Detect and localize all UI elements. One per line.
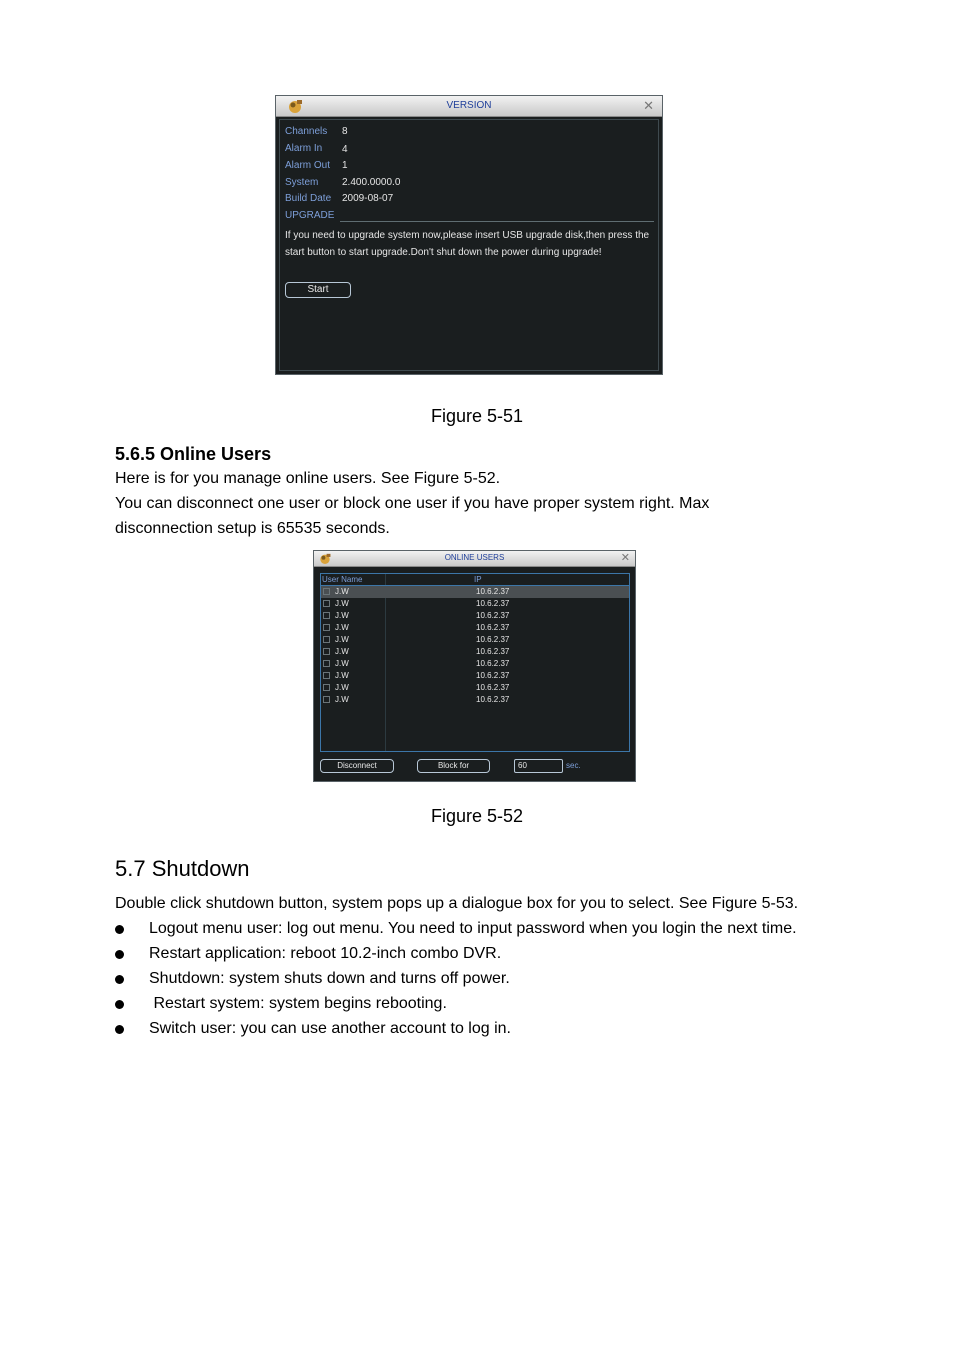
build-date-label: Build Date — [285, 193, 332, 204]
block-for-button[interactable]: Block for — [417, 759, 490, 773]
table-row[interactable] — [321, 622, 629, 634]
user-ip: 10.6.2.37 — [476, 659, 510, 668]
row-checkbox[interactable] — [323, 624, 330, 631]
alarm-in-label: Alarm In — [285, 143, 323, 154]
close-icon[interactable]: ✕ — [643, 98, 654, 113]
version-dialog — [275, 95, 663, 375]
paragraph-online-users-1: Here is for you manage online users. See Figure 5-52. — [115, 470, 501, 487]
row-checkbox[interactable] — [323, 588, 330, 595]
row-checkbox[interactable] — [323, 660, 330, 667]
list-item-text: Restart application: reboot 10.2-inch combo DVR. — [149, 945, 502, 962]
row-checkbox[interactable] — [323, 600, 330, 607]
user-ip: 10.6.2.37 — [476, 635, 510, 644]
online-users-title: ONLINE USERS — [444, 553, 505, 562]
bullet-icon — [115, 925, 124, 934]
user-ip: 10.6.2.37 — [476, 599, 510, 608]
user-name: J.W — [335, 671, 349, 680]
bullet-icon — [115, 975, 124, 984]
system-label: System — [285, 177, 319, 188]
user-name: J.W — [335, 695, 349, 704]
user-ip: 10.6.2.37 — [476, 623, 510, 632]
table-row[interactable] — [321, 610, 629, 622]
row-checkbox[interactable] — [323, 684, 330, 691]
column-header-user-name: User Name — [322, 575, 363, 584]
user-name: J.W — [335, 659, 349, 668]
bullet-icon — [115, 1025, 124, 1034]
user-name: J.W — [335, 635, 349, 644]
list-item-text: Restart system: system begins rebooting. — [149, 995, 447, 1012]
list-item-text: Switch user: you can use another account to log in. — [149, 1020, 511, 1037]
paragraph-online-users-2b: disconnection setup is 65535 seconds. — [115, 520, 390, 537]
row-checkbox[interactable] — [323, 612, 330, 619]
table-row[interactable] — [321, 586, 629, 598]
upgrade-divider — [340, 221, 654, 222]
seconds-unit-label: sec. — [566, 761, 581, 770]
table-row[interactable] — [321, 646, 629, 658]
channels-value: 8 — [342, 126, 348, 137]
online-users-list[interactable] — [320, 573, 630, 752]
figure-caption-5-51: Figure 5-51 — [430, 406, 524, 426]
paragraph-shutdown-intro: Double click shutdown button, system pops up a dialogue box for you to select. See Figure 5-53. — [115, 895, 799, 912]
channels-label: Channels — [285, 126, 328, 137]
user-ip: 10.6.2.37 — [476, 587, 510, 596]
user-name: J.W — [335, 611, 349, 620]
user-name: J.W — [335, 599, 349, 608]
user-ip: 10.6.2.37 — [476, 695, 510, 704]
user-ip: 10.6.2.37 — [476, 611, 510, 620]
paragraph-online-users-2a: You can disconnect one user or block one user if you have proper system right. Max — [115, 495, 710, 512]
section-heading-online-users: 5.6.5 Online Users — [115, 444, 272, 464]
row-checkbox[interactable] — [323, 636, 330, 643]
section-heading-shutdown: 5.7 Shutdown — [115, 856, 250, 881]
alarm-in-value: 4 — [342, 144, 348, 155]
table-row[interactable] — [321, 598, 629, 610]
close-icon[interactable]: ✕ — [620, 552, 630, 564]
user-name: J.W — [335, 623, 349, 632]
alarm-out-value: 1 — [342, 160, 348, 171]
user-name: J.W — [335, 647, 349, 656]
upgrade-message: If you need to upgrade system now,please insert USB upgrade disk,then press the start button to start upgrade.Don't shut down the power during upgrade! — [285, 230, 650, 258]
build-date-value: 2009-08-07 — [342, 193, 394, 204]
table-row[interactable] — [321, 682, 629, 694]
list-item-text: Logout menu user: log out menu. You need to input password when you login the next time. — [149, 920, 797, 937]
start-button[interactable]: Start — [285, 282, 351, 298]
figure-caption-5-52: Figure 5-52 — [430, 806, 524, 826]
row-checkbox[interactable] — [323, 648, 330, 655]
disconnect-button[interactable]: Disconnect — [320, 759, 394, 773]
version-titlebar — [276, 96, 662, 117]
list-item-text: Shutdown: system shuts down and turns off power. — [149, 970, 510, 987]
user-name: J.W — [335, 683, 349, 692]
upgrade-label: UPGRADE — [285, 210, 335, 221]
bullet-icon — [115, 1000, 124, 1009]
row-checkbox[interactable] — [323, 672, 330, 679]
online-users-dialog — [313, 550, 636, 782]
version-title: VERSION — [446, 100, 492, 111]
system-value: 2.400.0000.0 — [342, 177, 401, 188]
bullet-icon — [115, 950, 124, 959]
table-row[interactable] — [321, 658, 629, 670]
alarm-out-label: Alarm Out — [285, 160, 331, 171]
user-name: J.W — [335, 587, 349, 596]
user-ip: 10.6.2.37 — [476, 647, 510, 656]
user-ip: 10.6.2.37 — [476, 683, 510, 692]
row-checkbox[interactable] — [323, 696, 330, 703]
table-row[interactable] — [321, 694, 629, 706]
online-users-titlebar — [314, 551, 635, 567]
user-ip: 10.6.2.37 — [476, 671, 510, 680]
table-row[interactable] — [321, 634, 629, 646]
column-header-ip: IP — [474, 575, 482, 584]
block-seconds-input[interactable]: 60 — [514, 759, 563, 773]
table-row[interactable] — [321, 670, 629, 682]
